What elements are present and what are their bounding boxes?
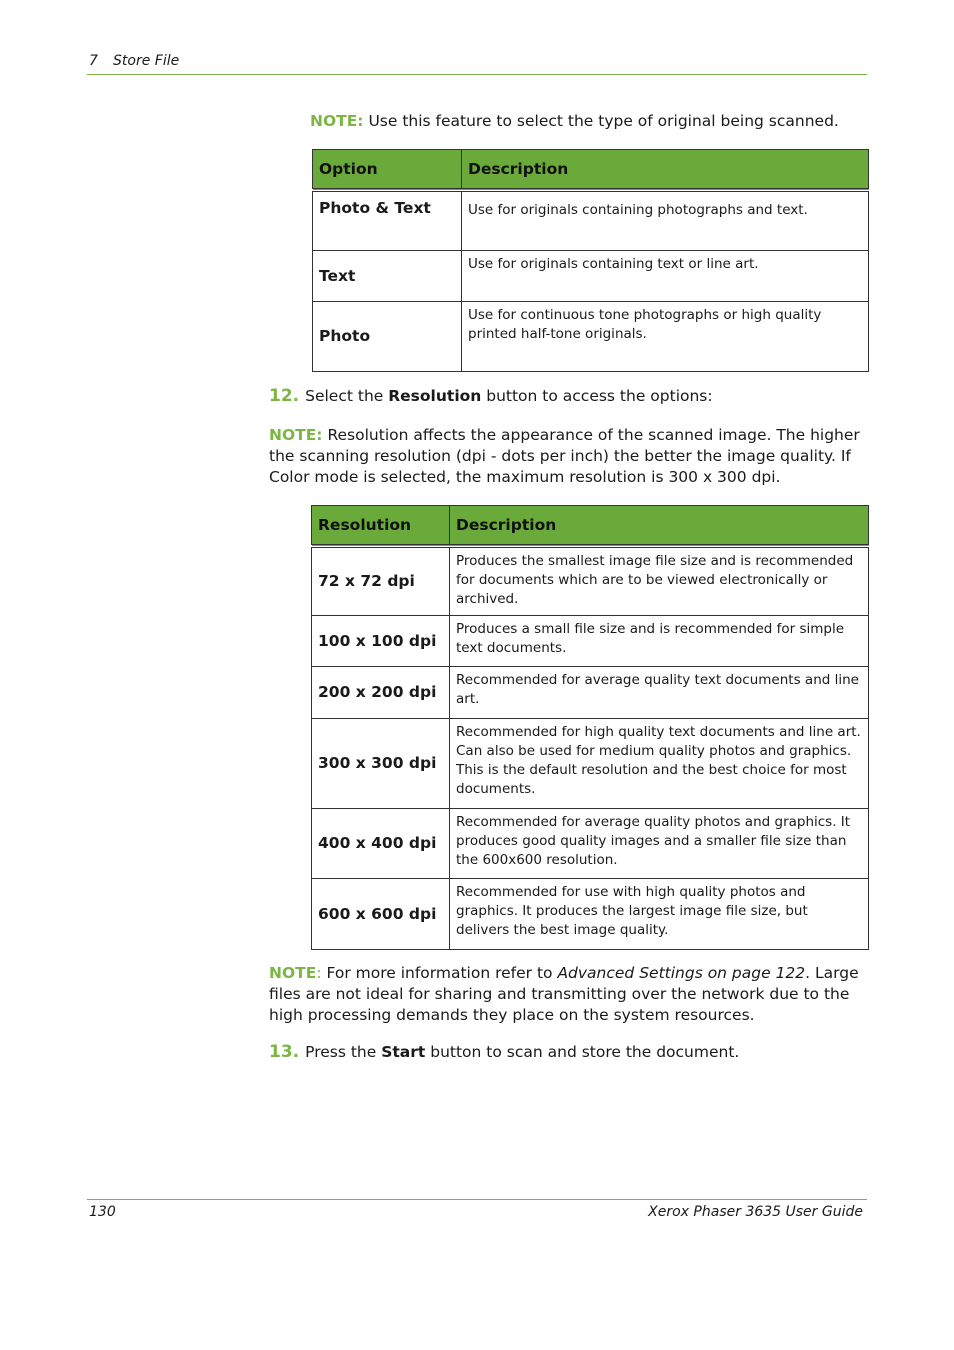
option-description: Use for continuous tone photographs or high quality printed half-tone originals. xyxy=(462,302,869,372)
table-row xyxy=(313,251,869,302)
start-term: Start xyxy=(381,1043,426,1061)
original-type-table xyxy=(312,149,869,372)
resolution-description: Recommended for average quality photos and graphics. It produces good quality images and a smaller file size than the 600x600 resolution. xyxy=(450,809,869,879)
note-label: NOTE: xyxy=(269,426,323,444)
resolution-description: Recommended for high quality text documents and line art. Can also be used for medium quality photos and graphics. This is the default resolution and the best choice for most documents. xyxy=(450,719,869,809)
step-text: button to scan and store the document. xyxy=(425,1043,740,1061)
note-label: NOTE: xyxy=(310,112,364,130)
note-label: NOTE xyxy=(269,964,317,982)
table-row xyxy=(312,879,869,950)
chapter-number: 7 xyxy=(89,53,98,69)
resolution-term: Resolution xyxy=(388,387,482,405)
chapter-title: Store File xyxy=(113,53,180,69)
note-original-type xyxy=(310,111,870,132)
resolution-description: Produces the smallest image file size and is recommended for documents which are to be viewed electronically or archived. xyxy=(450,546,869,616)
table-row xyxy=(312,546,869,616)
table-row xyxy=(313,302,869,372)
step-text: button to access the options: xyxy=(481,387,713,405)
table-row xyxy=(312,809,869,879)
resolution-description: Recommended for use with high quality photos and graphics. It produces the largest image file size, but delivers the best image quality. xyxy=(450,879,869,950)
resolution-table xyxy=(311,505,869,950)
step-text: Select the xyxy=(305,387,389,405)
resolution-name: 100 x 100 dpi xyxy=(312,616,450,667)
note-text: Use this feature to select the type of original being scanned. xyxy=(363,112,839,130)
resolution-description: Recommended for average quality text documents and line art. xyxy=(450,667,869,719)
column-header-option: Option xyxy=(313,150,462,190)
note-text: Resolution affects the appearance of the scanned image. The higher the scanning resolution (dpi - dots per inch) the better the image quality. If Color mode is selected, the maximum resolution is 300 x 300 dpi. xyxy=(269,426,860,486)
note-advanced-settings xyxy=(269,963,869,1026)
page-header xyxy=(87,52,867,75)
resolution-name: 72 x 72 dpi xyxy=(312,546,450,616)
guide-title: Xerox Phaser 3635 User Guide xyxy=(648,1204,863,1220)
option-name: Photo xyxy=(313,302,462,372)
table-row xyxy=(312,616,869,667)
step-12 xyxy=(269,386,869,407)
page-footer xyxy=(87,1199,867,1226)
table-row xyxy=(313,190,869,251)
step-text: Press the xyxy=(305,1043,382,1061)
note-text: For more information refer to xyxy=(321,964,558,982)
table-header-row xyxy=(312,506,869,546)
step-number: 13. xyxy=(269,1042,300,1062)
resolution-name: 600 x 600 dpi xyxy=(312,879,450,950)
note-resolution xyxy=(269,425,869,488)
step-number: 12. xyxy=(269,386,300,406)
table-row xyxy=(312,719,869,809)
cross-reference-link[interactable]: Advanced Settings on page 122 xyxy=(557,964,806,982)
resolution-description: Produces a small file size and is recommended for simple text documents. xyxy=(450,616,869,667)
note-text: . Large files are not ideal for sharing and transmitting over the network due to the high processing demands they place on the system resources. xyxy=(269,964,859,1024)
page-number: 130 xyxy=(89,1204,116,1220)
option-name: Text xyxy=(313,251,462,302)
column-header-description: Description xyxy=(450,506,869,546)
table-row xyxy=(312,667,869,719)
resolution-name: 200 x 200 dpi xyxy=(312,667,450,719)
step-13 xyxy=(269,1042,869,1063)
resolution-name: 400 x 400 dpi xyxy=(312,809,450,879)
option-description: Use for originals containing photographs and text. xyxy=(462,190,869,251)
column-header-resolution: Resolution xyxy=(312,506,450,546)
note-colon: : xyxy=(316,964,322,982)
option-description: Use for originals containing text or line art. xyxy=(462,251,869,302)
option-name: Photo & Text xyxy=(313,190,462,251)
resolution-name: 300 x 300 dpi xyxy=(312,719,450,809)
table-header-row xyxy=(313,150,869,190)
column-header-description: Description xyxy=(462,150,869,190)
